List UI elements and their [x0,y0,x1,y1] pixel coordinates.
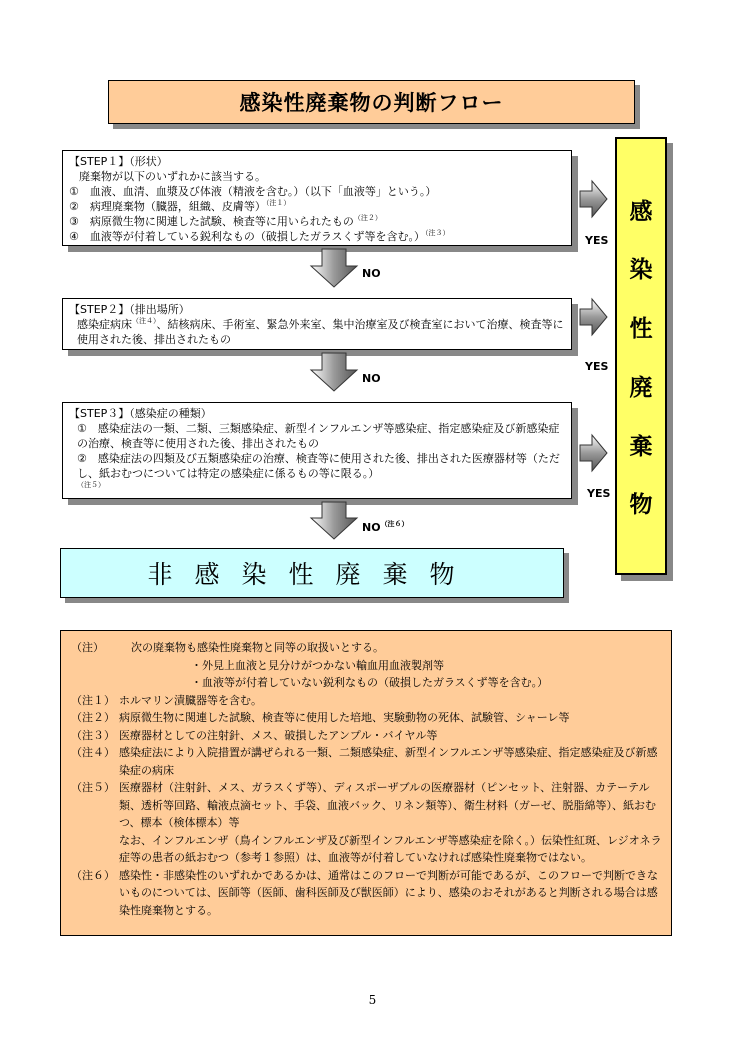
right-arrow-icon [580,435,607,471]
page-title: 感染性廃棄物の判断フロー [108,80,635,124]
note-continuation: なお、インフルエンザ（鳥インフルエンザ及び新型インフルエンザ等感染症を除く。）伝染性紅斑、レジオネラ症等の患者の紙おむつ（参考１参照）は、血液等が付着していなければ感染性廃棄物ではない。 [119,833,662,864]
note: （注６） 感染性・非感染性のいずれかであるかは、通常はこのフローで判断が可能であるが、このフローで判断できないものについては、医師等（医師、歯科医師及び獣医師）により、感染のおそれがあると判断される場合は感染性廃棄物とする。 [71,868,658,917]
step3-item2: ② 感染症法の四類及び五類感染症の治療、検査等に使用された後、排出された医療器材等（ただし、紙おむつについては特定の感染症に係るもの等に限る。） $^{(注5)}$ [77,452,560,489]
side-char: 廃 [629,374,653,401]
side-char: 棄 [629,433,653,460]
non-infectious-waste-box: 非感染性廃棄物 [60,548,564,598]
note: （注１） ホルマリン漬臓器等を含む。 [71,693,262,707]
step1-item: ③ 病原微生物に関連した試験、検査等に用いられたもの$^{(注2)}$ [69,214,382,228]
step3-item1: ① 感染症法の一類、二類、三類感染症、新型インフルエンザ等感染症、指定感染症及び新感染症の治療、検査等に使用された後、排出されたもの [77,422,560,450]
note-subitem: ・外見上血液と見分けがつかない輸血用血液製剤等 [191,658,444,672]
side-char: 染 [629,257,653,284]
step1-item: ② 病理廃棄物（臓器，組織、皮膚等）$^{(注1)}$ [69,199,291,213]
note: （注５） 医療器材（注射針、メス、ガラスくず等）、ディスポーザブルの医療器材（ピンセット、注射器、カテーテル類、透析等回路、輸液点滴セット、手袋、血液バック、リネン類等）、衛生材料（ガーゼ、脱脂綿等）、紙おむつ、標本（検体標本）等 [71,781,657,829]
step1-header: 【STEP１】（形状） [69,155,168,168]
infectious-waste-box [615,137,667,575]
note-subitem: ・血液等が付着していない鋭利なもの（破損したガラスくず等を含む。） [191,676,549,689]
note: （注） 次の廃棄物も感染性廃棄物と同等の取扱いとする。 [71,641,384,654]
step2-header: 【STEP２】（排出場所） [69,303,190,316]
side-char: 物 [629,492,653,519]
yes-label: YES [585,360,609,373]
note: （注３） 医療器材としての注射針、メス、破損したアンプル・バイヤル等 [71,728,438,742]
step1-item: ④ 血液等が付着している鋭利なもの（破損したガラスくず等を含む。）$^{(注3)}$ [69,229,450,243]
right-arrow-icon [580,299,607,335]
step1-intro: 廃棄物が以下のいずれかに該当する。 [79,170,266,183]
note: （注４） 感染症法により入院措置が講ぜられる一類、二類感染症、新型インフルエンザ等感染症、指定感染症及び新感染症の病床 [71,746,658,777]
right-arrow-icon [580,181,607,217]
yes-label: YES [587,487,611,500]
down-arrow-icon [311,249,357,287]
no-label: $NO^{(注6)}$ [362,520,409,534]
no-label: NO [362,267,381,280]
step2-text: 感染症病床$^{(注4)}$、結核病床、手術室、緊急外来室、集中治療室及び検査室において治療、検査等に使用された後、排出されたもの [77,317,564,346]
down-arrow-icon [311,502,357,539]
page-number: 5 [368,993,377,1007]
step3-header: 【STEP３】（感染症の種類） [69,407,212,420]
notes-box [60,630,672,936]
note: （注２） 病原微生物に関連した試験、検査等に使用した培地、実験動物の死体、試験管、シャーレ等 [71,711,570,724]
side-char: 感 [629,198,653,225]
yes-label: YES [585,234,609,247]
step1-item: ① 血液、血清、血漿及び体液（精液を含む。）（以下「血液等」という。） [69,185,437,198]
side-char: 性 [629,316,653,343]
no-label: NO [362,372,381,385]
down-arrow-icon [311,353,357,391]
